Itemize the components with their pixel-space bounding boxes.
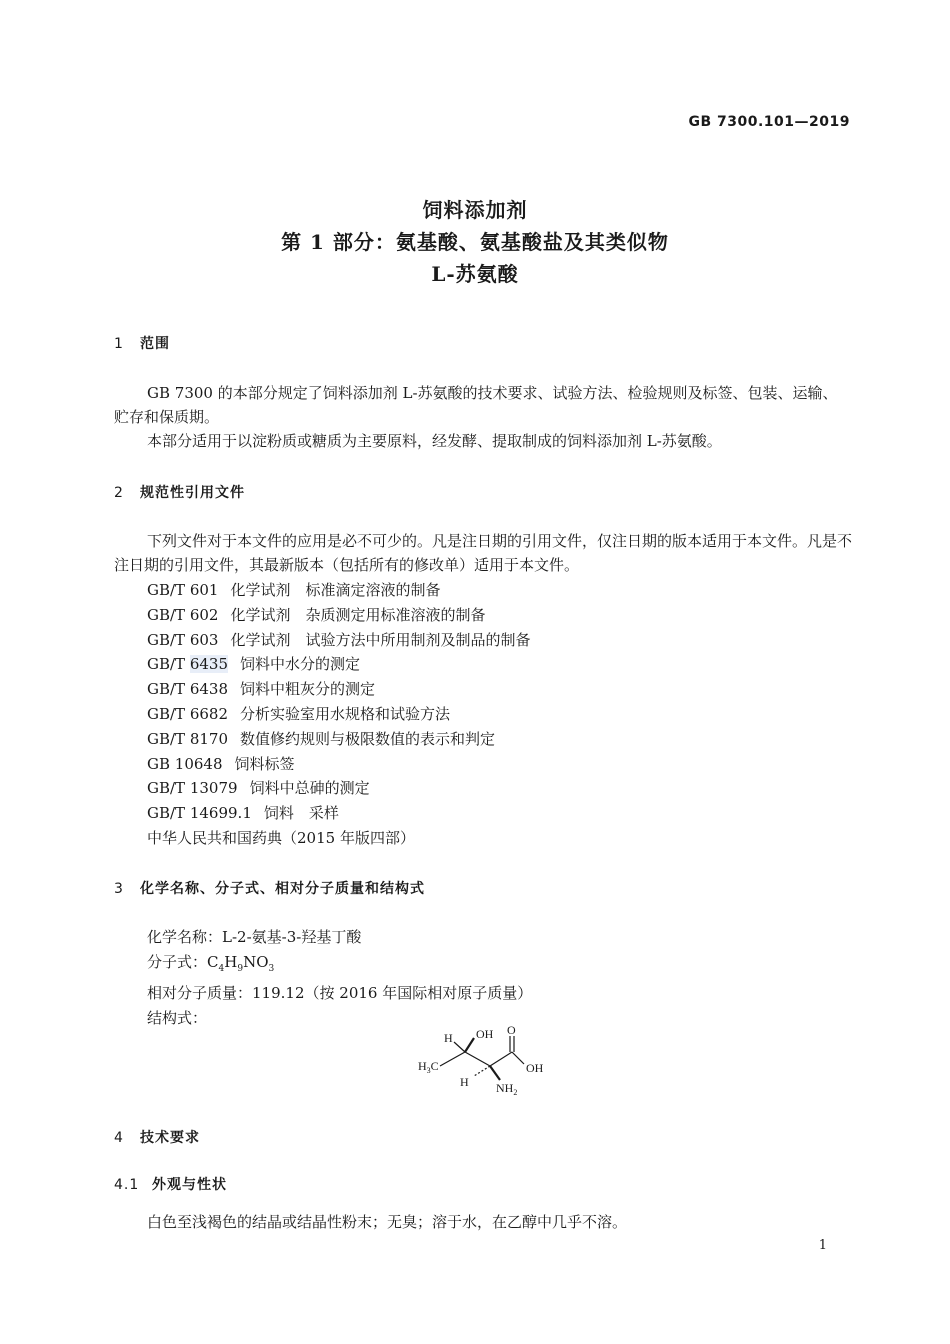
- molecular-formula: $C_4H_9NO_3$: [207, 952, 275, 974]
- reference-item: [147, 702, 530, 727]
- section-title: 化学名称、分子式、相对分子质量和结构式: [140, 881, 425, 897]
- reference-code-prefix: GB/T: [147, 655, 190, 674]
- section-number: 2: [114, 485, 124, 501]
- reference-code: GB/T 8170: [147, 729, 229, 748]
- chemical-name-label: 化学名称：: [147, 928, 223, 946]
- reference-item: [147, 677, 530, 702]
- scope-paragraph-1: GB 7300 的本部分规定了饲料添加剂 L-苏氨酸的技术要求、试验方法、检验规则及标签、包装、运输、贮存和保质期。: [114, 384, 838, 426]
- atom-h-bottom: H: [460, 1075, 469, 1089]
- reference-title: 分析实验室用水规格和试验方法: [240, 704, 451, 723]
- atom-oh-top: OH: [476, 1027, 494, 1041]
- bond-h-hash: [474, 1066, 490, 1076]
- page-number: 1: [818, 1238, 827, 1253]
- reference-code: GB/T 603: [147, 630, 219, 649]
- formula-row: [147, 950, 532, 982]
- reference-code: GB/T 6438: [147, 680, 229, 699]
- reference-title: 饲料中水分的测定: [240, 655, 361, 674]
- reference-title: 饲料中总砷的测定: [249, 779, 370, 798]
- structure-label: 结构式：: [147, 1008, 208, 1027]
- reference-title: 饲料中粗灰分的测定: [240, 680, 376, 699]
- subsection-number: 4.1: [114, 1177, 140, 1193]
- section-title: 规范性引用文件: [140, 485, 245, 501]
- atom-o-top: O: [507, 1023, 516, 1037]
- document-title: [0, 194, 950, 290]
- section-1-heading: [114, 333, 170, 353]
- references-intro: 下列文件对于本文件的应用是必不可少的。凡是注日期的引用文件，仅注日期的版本适用于本文件。凡是不注日期的引用文件，其最新版本（包括所有的修改单）适用于本文件。: [114, 532, 853, 574]
- section-4-heading: [114, 1127, 200, 1147]
- reference-item: [147, 578, 530, 603]
- subsection-title: 外观与性状: [152, 1177, 227, 1193]
- pharmacopoeia-reference: 中华人民共和国药典（2015 年版四部）: [147, 828, 415, 847]
- bond-ch3: [440, 1052, 465, 1066]
- reference-item: [147, 652, 530, 677]
- reference-title: 数值修约规则与极限数值的表示和判定: [240, 729, 496, 748]
- reference-item: [147, 727, 530, 752]
- atom-nh2: $NH_2$: [496, 1081, 518, 1097]
- reference-code: GB/T 13079: [147, 779, 238, 798]
- reference-item: [147, 752, 530, 777]
- standard-number: GB 7300.101—2019: [688, 114, 850, 130]
- chemical-name: L-2-氨基-3-羟基丁酸: [222, 928, 362, 946]
- bond-nh2-wedge: [490, 1066, 500, 1080]
- reference-title: 化学试剂 杂质测定用标准溶液的制备: [230, 605, 486, 624]
- reference-item: [147, 628, 530, 653]
- subsection-4-1-heading: [114, 1174, 227, 1194]
- bond-hydroxyl: [512, 1052, 524, 1064]
- reference-list: [147, 578, 530, 851]
- highlighted-selection[interactable]: 6435: [189, 655, 229, 674]
- reference-code: GB/T 602: [147, 605, 219, 624]
- section-3-heading: [114, 878, 425, 898]
- molecular-mass: 119.12（按 2016 年国际相对原子质量）: [252, 984, 533, 1002]
- section-number: 4: [114, 1130, 124, 1146]
- atom-oh-right: OH: [526, 1061, 544, 1075]
- reference-item: [147, 603, 530, 628]
- reference-title: 饲料标签: [234, 754, 295, 773]
- reference-item: [147, 776, 530, 801]
- formula-label: 分子式：: [147, 952, 208, 971]
- section-number: 1: [114, 336, 124, 352]
- reference-item: [147, 801, 530, 826]
- title-line-1: 饲料添加剂: [422, 198, 528, 222]
- scope-paragraph-2: 本部分适用于以淀粉质或糖质为主要原料，经发酵、提取制成的饲料添加剂 L-苏氨酸。: [147, 432, 722, 450]
- reference-code: GB/T 14699.1: [147, 804, 252, 823]
- reference-title: 化学试剂 试验方法中所用制剂及制品的制备: [230, 630, 531, 649]
- reference-code: GB/T 601: [147, 581, 219, 599]
- section-title: 技术要求: [140, 1130, 200, 1146]
- chemical-info: [147, 925, 532, 1030]
- molecular-mass-row: [147, 981, 532, 1006]
- title-line-2: 第 1 部分：氨基酸、氨基酸盐及其类似物: [281, 230, 669, 254]
- atom-h-top: H: [444, 1031, 453, 1045]
- bond-oh-wedge: [465, 1038, 474, 1052]
- title-line-3: L-苏氨酸: [431, 262, 519, 286]
- section-number: 3: [114, 881, 124, 897]
- bond-backbone-2: [490, 1052, 512, 1066]
- mass-label: 相对分子质量：: [147, 984, 253, 1002]
- appearance-description: 白色至浅褐色的结晶或结晶性粉末；无臭；溶于水，在乙醇中几乎不溶。: [147, 1213, 628, 1231]
- reference-code: GB/T 6682: [147, 704, 229, 723]
- bond-h-top: [454, 1042, 465, 1052]
- section-2-heading: [114, 482, 245, 502]
- structural-formula: [410, 1022, 560, 1102]
- reference-code: GB 10648: [147, 754, 223, 773]
- chemical-name-row: [147, 925, 532, 950]
- reference-code: [147, 652, 228, 677]
- reference-title: 饲料 采样: [263, 804, 339, 823]
- atom-h3c: $H_3C$: [418, 1059, 439, 1075]
- section-title: 范围: [140, 336, 170, 352]
- reference-title: 化学试剂 标准滴定溶液的制备: [230, 581, 441, 599]
- bond-backbone-1: [465, 1052, 490, 1066]
